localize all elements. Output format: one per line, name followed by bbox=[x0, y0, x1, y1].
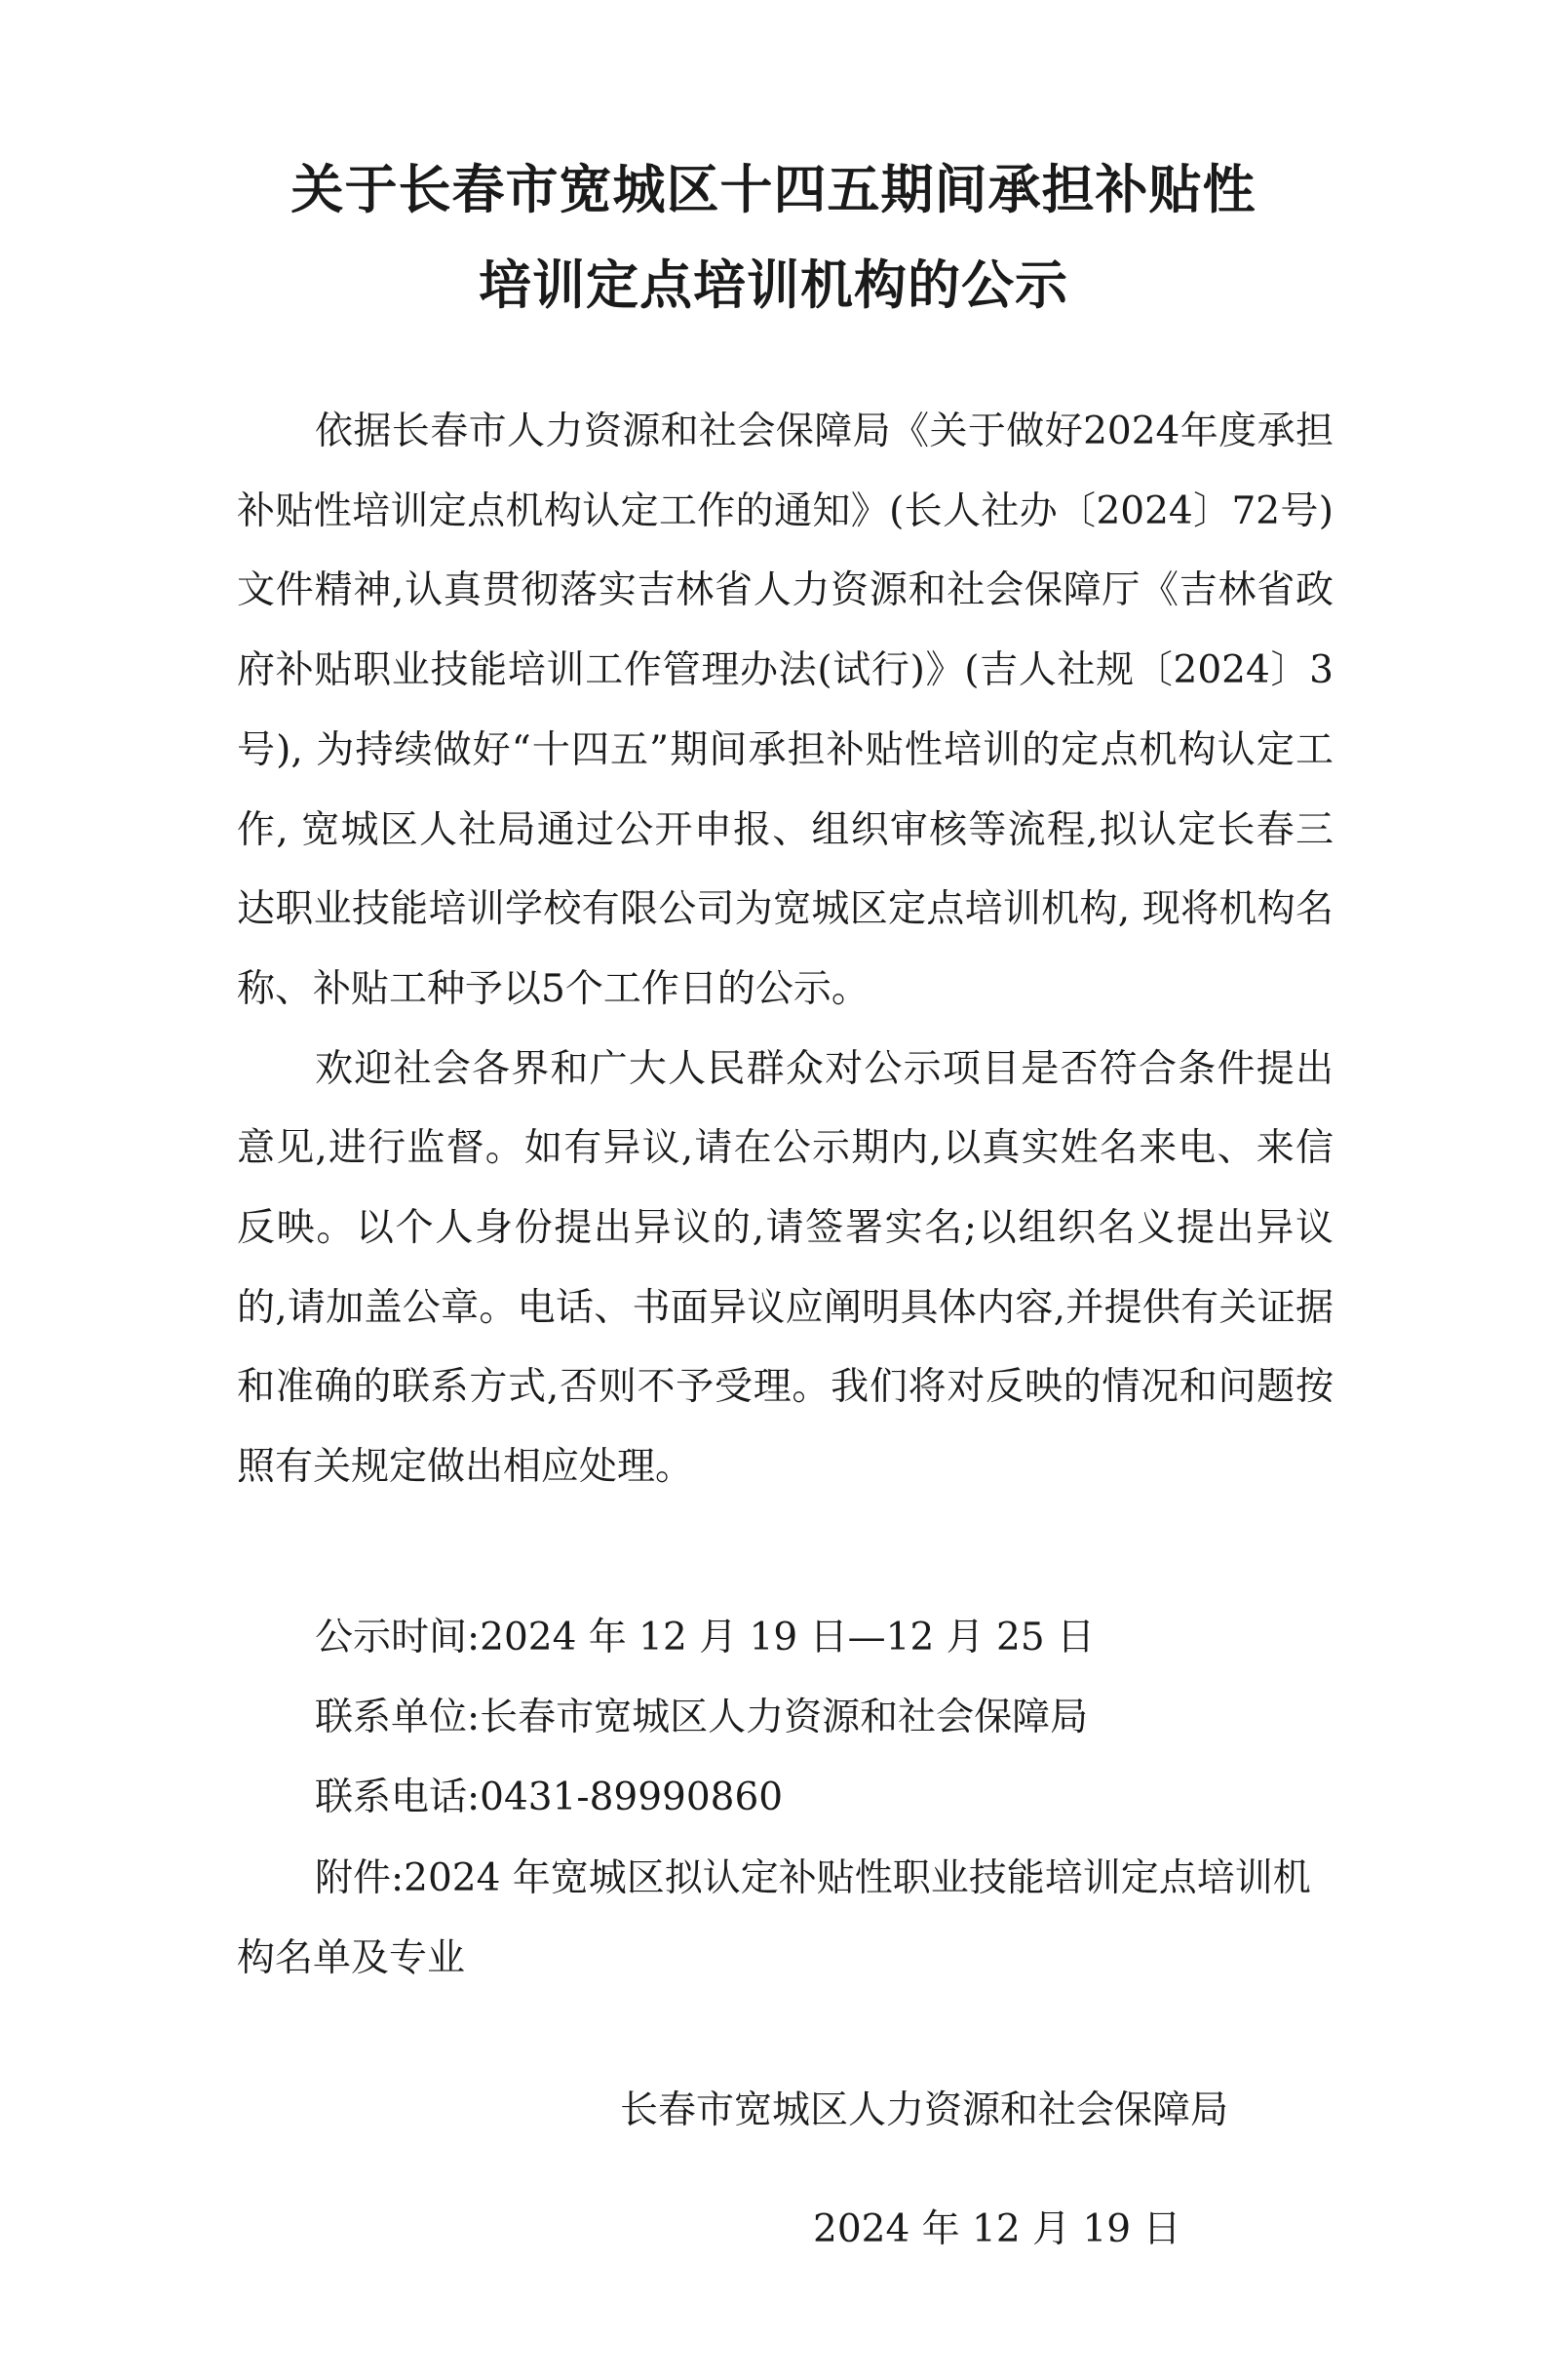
title-line-1: 关于长春市宽城区十四五期间承担补贴性 bbox=[290, 159, 1257, 220]
main-body bbox=[237, 392, 1334, 1507]
attachment-note: 附件:2024 年宽城区拟认定补贴性职业技能培训定点培训机构名单及专业 bbox=[237, 1856, 1311, 1980]
signature-date: 2024 年 12 月 19 日 bbox=[813, 2207, 1181, 2251]
paragraph-basis: 依据长春市人力资源和社会保障局《关于做好2024年度承担补贴性培训定点机构认定工作的通知》(长人社办〔2024〕72号) 文件精神,认真贯彻落实吉林省人力资源和社会保障厅《吉林省政府补贴职业技能培训工作管理办法(试行)》(吉人社规〔2024〕3号), 为持续做好“十四五”期间承担补贴性培训的定点机构认定工作, 宽城区人社局通过公开申报、组织审核等流程,拟认定长春三达职业技能培训学校有限公司为宽城区定点培训机构, 现将机构名称、补贴工种予以5个工作日的公示。 bbox=[237, 410, 1334, 1011]
paragraph-supervision: 欢迎社会各界和广大人民群众对公示项目是否符合条件提出意见,进行监督。如有异议,请在公示期内,以真实姓名来电、来信反映。以个人身份提出异议的,请签署实名;以组织名义提出异议的,请加盖公章。电话、书面异议应阐明具体内容,并提供有关证据和准确的联系方式,否则不予受理。我们将对反映的情况和问题按照有关规定做出相应处理。 bbox=[237, 1046, 1334, 1490]
publicity-period: 公示时间:2024 年 12 月 19 日—12 月 25 日 bbox=[315, 1616, 1096, 1659]
title-line-2: 培训定点培训机构的公示 bbox=[479, 254, 1068, 316]
contact-phone: 联系电话:0431-89990860 bbox=[315, 1775, 784, 1819]
signature-organization: 长春市宽城区人力资源和社会保障局 bbox=[620, 2088, 1229, 2132]
contact-unit: 联系单位:长春市宽城区人力资源和社会保障局 bbox=[315, 1696, 1089, 1739]
